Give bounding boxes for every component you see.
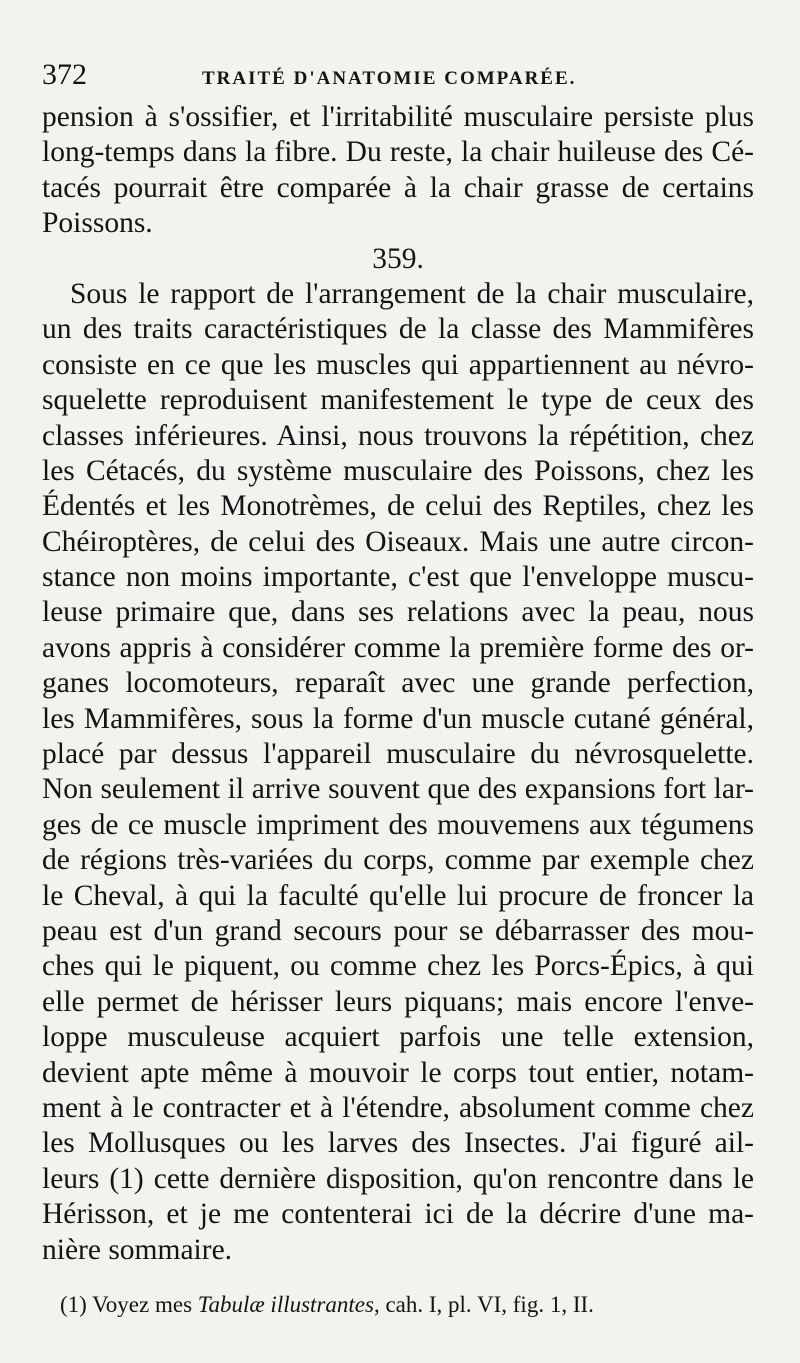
- text-line: consiste en ce que les muscles qui appartiennent au névro-: [42, 348, 754, 381]
- text-line: peau est d'un grand secours pour se débarrasser des mou-: [42, 914, 754, 947]
- text-line: classes inférieures. Ainsi, nous trouvons la répétition, chez: [42, 419, 754, 452]
- text-line: un des traits caractéristiques de la classe des Mammifères: [42, 313, 754, 346]
- text-line: les Mammifères, sous la forme d'un muscle cutané général,: [42, 702, 754, 735]
- text-line: Non seulement il arrive souvent que des expansions fort lar-: [42, 773, 754, 806]
- text-line: pension à s'ossifier, et l'irritabilité musculaire persiste plus: [42, 101, 754, 133]
- footnote-italic-title: Tabulæ illustrantes: [197, 1292, 374, 1317]
- text-line: leuse primaire que, dans ses relations avec la peau, nous: [42, 596, 754, 629]
- text-line: Hérisson, et je me contenterai ici de la décrire d'une ma-: [42, 1198, 754, 1231]
- text-line: les Mollusques ou les larves des Insectes. J'ai figuré ail-: [42, 1127, 754, 1160]
- text-line: stance non moins importante, c'est que l'enveloppe muscu-: [42, 561, 754, 594]
- text-line: elle permet de hérisser leurs piquans; mais encore l'enve-: [42, 985, 754, 1018]
- text-line: squelette reproduisent manifestement le type de ceux des: [42, 384, 754, 417]
- body-text: [42, 100, 754, 1268]
- text-line: long-temps dans la fibre. Du reste, la chair huileuse des Cé-: [42, 136, 754, 169]
- text-line: de régions très-variées du corps, comme par exemple chez: [42, 844, 754, 877]
- text-line: les Cétacés, du système musculaire des Poissons, chez les: [42, 454, 754, 487]
- text-line: devient apte même à mouvoir le corps tout entier, notam-: [42, 1056, 754, 1089]
- text-line: Sous le rapport de l'arrangement de la chair musculaire,: [70, 277, 754, 310]
- text-line: loppe musculeuse acquiert parfois une telle extension,: [42, 1021, 754, 1054]
- text-line: tacés pourrait être comparée à la chair grasse de certains: [42, 171, 754, 204]
- text-line: placé par dessus l'appareil musculaire du névrosquelette.: [42, 738, 754, 771]
- text-line: leurs (1) cette dernière disposition, qu'on rencontre dans le: [42, 1162, 754, 1195]
- text-line: ganes locomoteurs, reparaît avec une grande perfection,: [42, 667, 754, 700]
- footnote-suffix: , cah. I, pl. VI, fig. 1, II.: [373, 1292, 594, 1317]
- text-line: ches qui le piquent, ou comme chez les Porcs-Épics, à qui: [42, 950, 754, 983]
- running-title: TRAITÉ D'ANATOMIE COMPARÉE.: [202, 68, 577, 89]
- text-line: nière sommaire.: [42, 1233, 233, 1266]
- page-number: 372: [42, 58, 87, 91]
- text-line: ges de ce muscle impriment des mouvemens aux tégumens: [42, 808, 754, 841]
- footnote: [60, 1292, 594, 1318]
- text-line: le Cheval, à qui la faculté qu'elle lui procure de froncer la: [42, 879, 754, 912]
- text-line: ment à le contracter et à l'étendre, absolument comme chez: [42, 1091, 754, 1124]
- text-line: Poissons.: [42, 207, 153, 240]
- text-line: Édentés et les Monotrèmes, de celui des Reptiles, chez les: [42, 490, 754, 523]
- text-line: Chéiroptères, de celui des Oiseaux. Mais une autre circon-: [42, 525, 754, 558]
- text-line: 359.: [372, 242, 424, 275]
- footnote-prefix: (1) Voyez mes: [60, 1292, 198, 1317]
- text-line: avons appris à considérer comme la première forme des or-: [42, 631, 754, 664]
- page-header: [42, 58, 752, 98]
